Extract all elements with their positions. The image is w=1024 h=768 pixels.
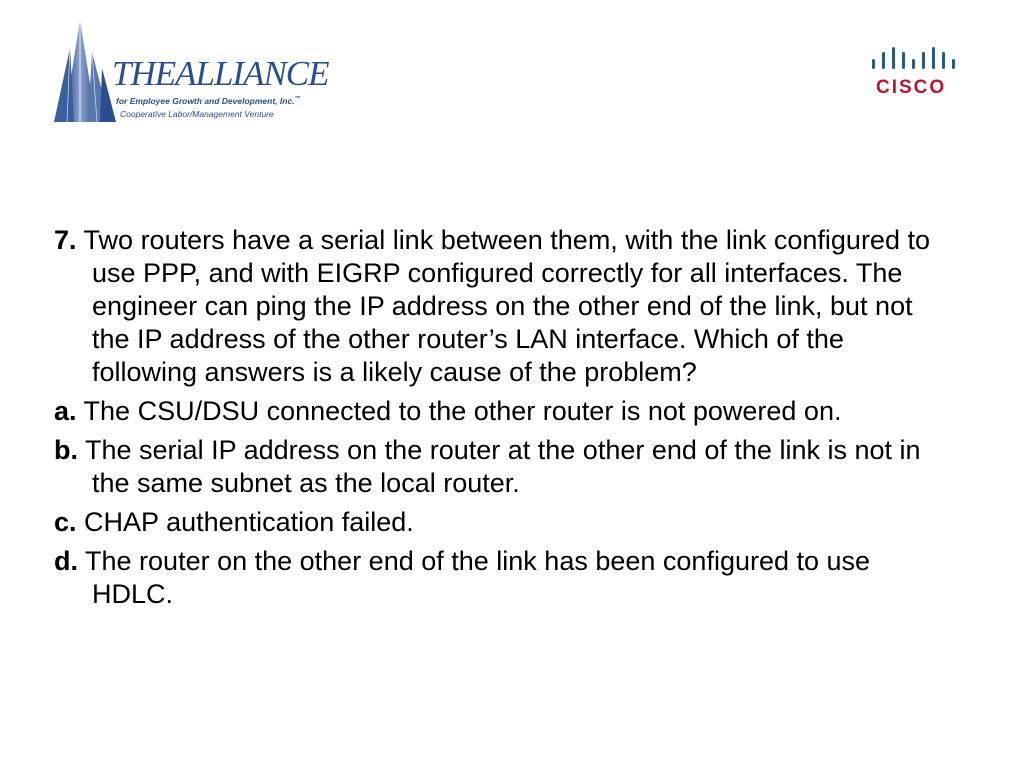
alliance-subtitle: Cooperative Labor/Management Venture — [120, 109, 274, 119]
question-number: 7. — [54, 225, 77, 255]
answer-text: CHAP authentication failed. — [84, 507, 414, 537]
cisco-bars-icon — [870, 44, 960, 74]
cisco-logo — [866, 44, 962, 104]
question — [54, 224, 954, 389]
alliance-tower-icon — [50, 18, 120, 126]
answer-label: d. — [54, 546, 78, 576]
answer-b — [54, 434, 954, 500]
cisco-wordmark: CISCO — [876, 77, 947, 98]
answer-c — [54, 506, 954, 539]
alliance-logo — [50, 18, 329, 126]
answer-text: The router on the other end of the link has been configured to use HDLC. — [85, 546, 871, 609]
answer-a — [54, 395, 954, 428]
answer-text: The serial IP address on the router at the other end of the link is not in the same subnet as the local router. — [85, 435, 921, 498]
answer-label: b. — [54, 435, 78, 465]
alliance-tagline: for Employee Growth and Development, Inc.™ — [116, 96, 301, 106]
alliance-wordmark: THEALLIANCE — [112, 54, 329, 93]
answer-label: a. — [54, 396, 77, 426]
answer-d — [54, 545, 954, 611]
answer-label: c. — [54, 507, 77, 537]
answer-text: The CSU/DSU connected to the other router is not powered on. — [83, 396, 842, 426]
question-text: Two routers have a serial link between them, with the link configured to use PPP, and with EIGRP configured correctly for all interfaces. The engineer can ping the IP address on the other end of the link, but not the IP address of the other router’s LAN interface. Which of the following answers is a likely cause of the problem? — [83, 225, 930, 387]
question-block — [54, 224, 954, 617]
